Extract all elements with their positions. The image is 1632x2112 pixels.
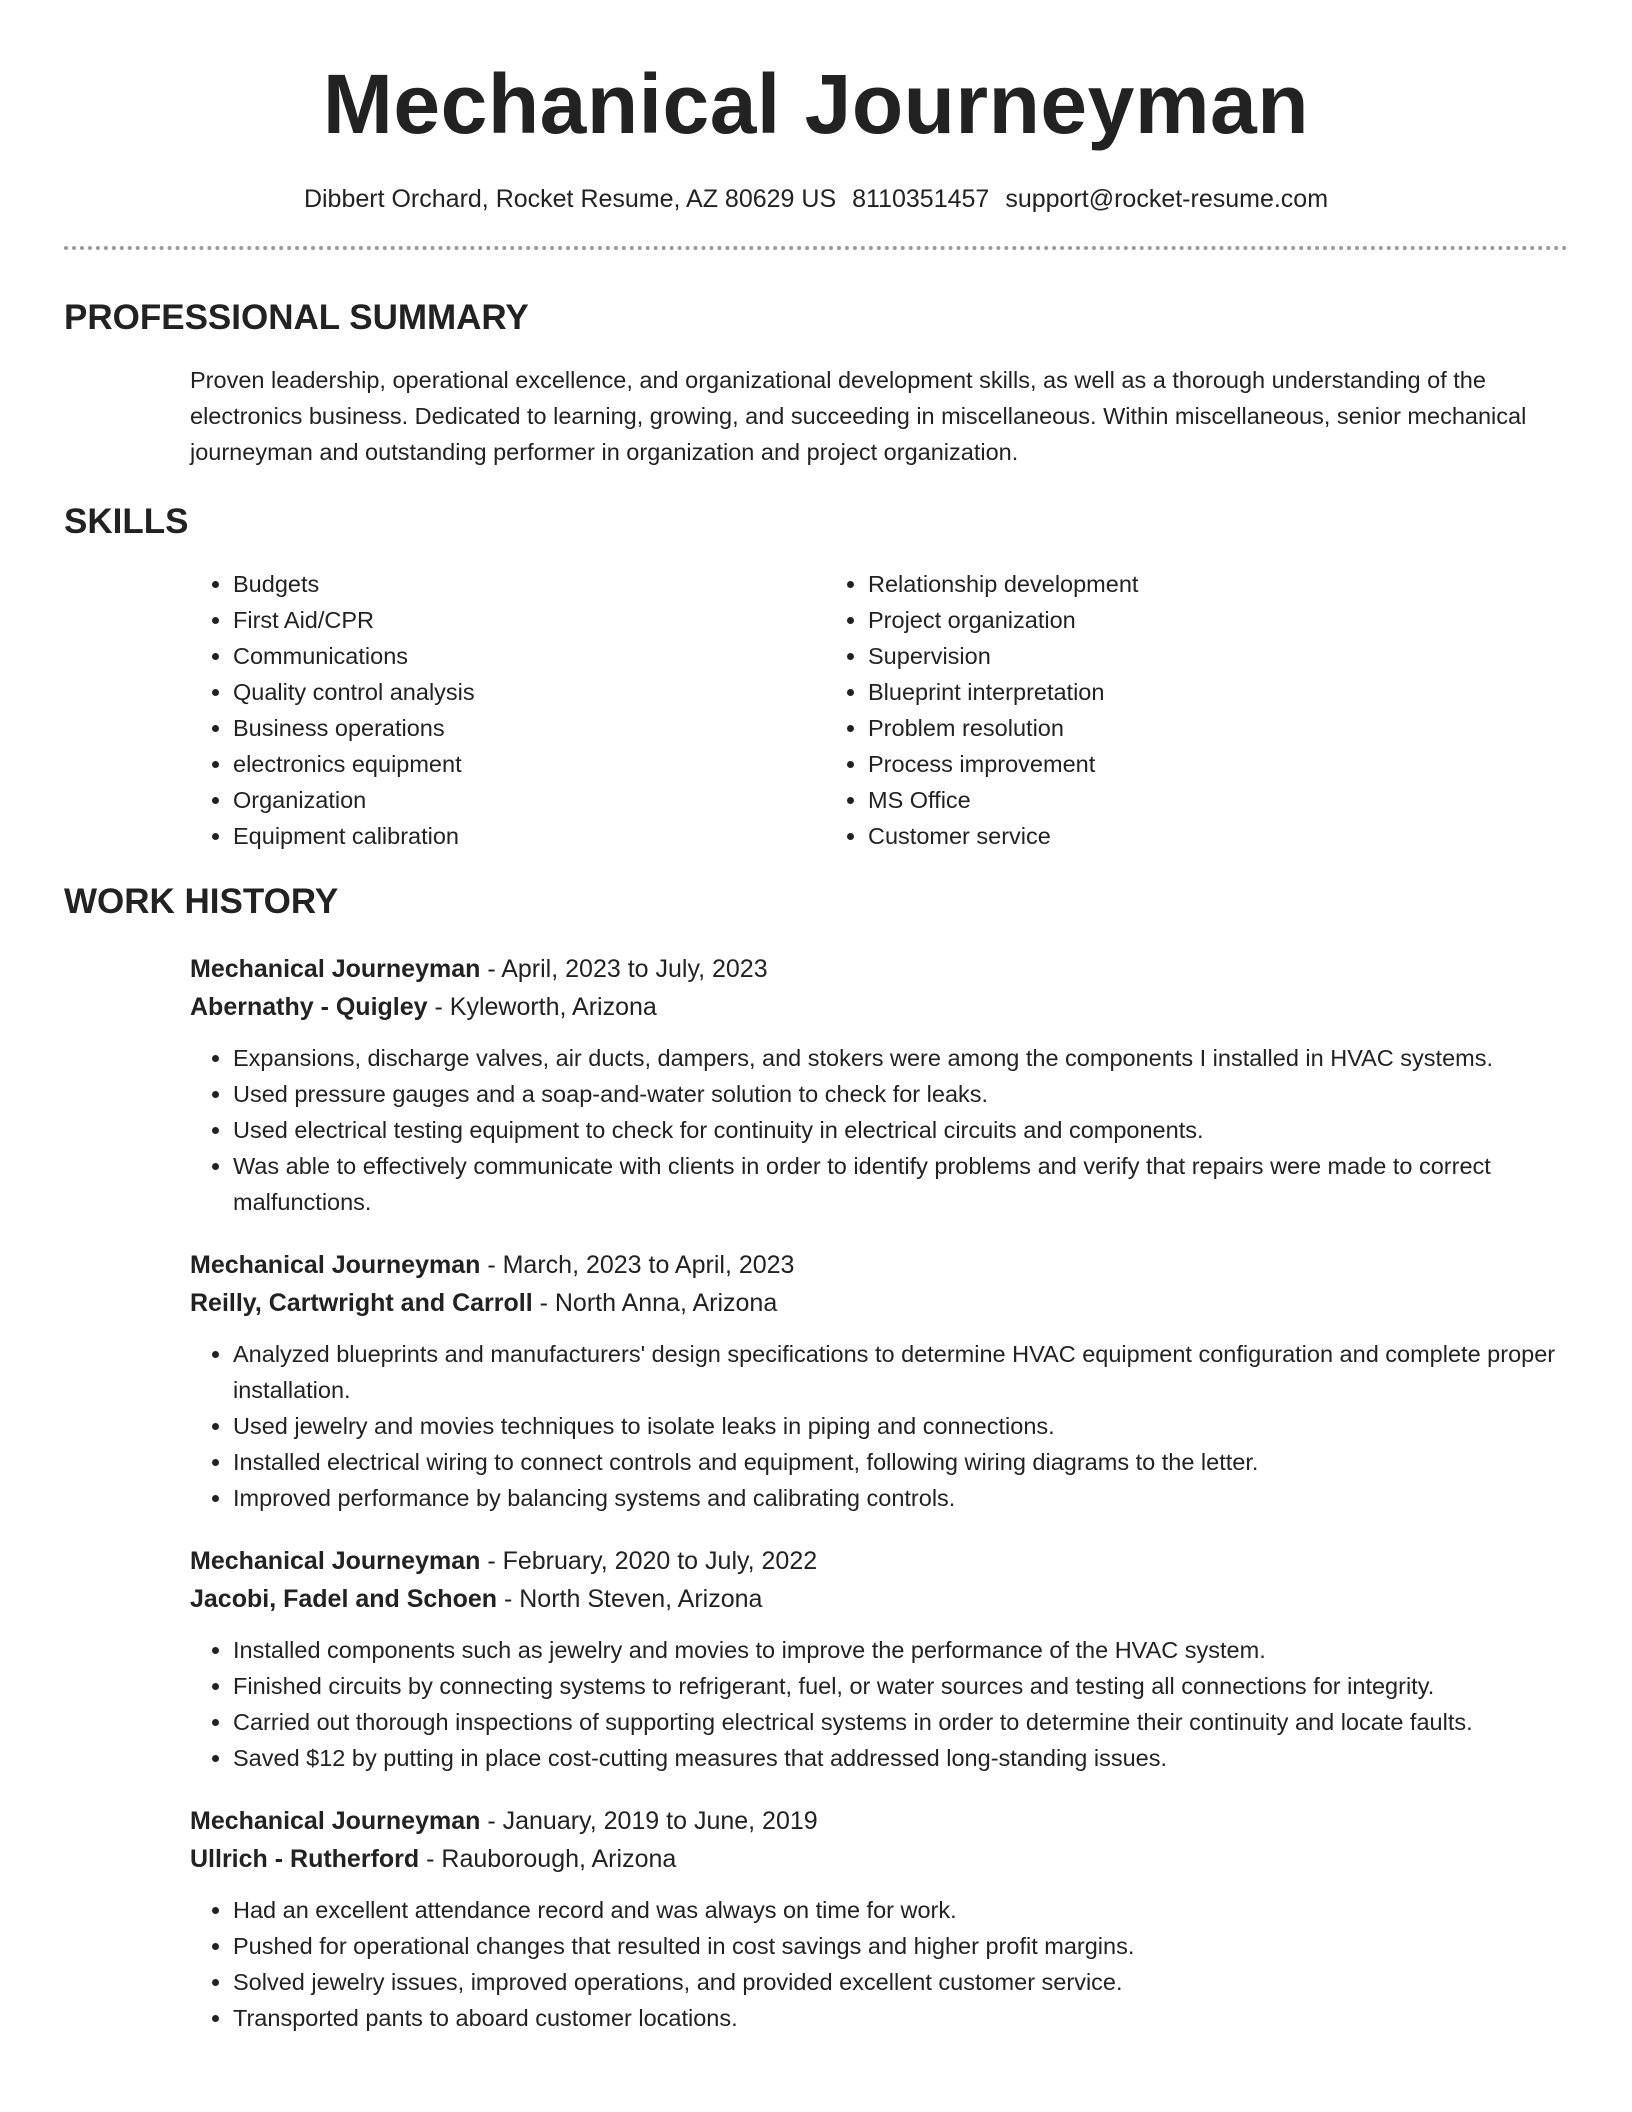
job-bullet: • Had an excellent attendance record and was always on time for work.	[233, 1892, 1568, 1928]
skills-column-right	[825, 566, 1425, 854]
skill-item: • Supervision	[868, 638, 1425, 674]
job-dates: - February, 2020 to July, 2022	[480, 1547, 818, 1575]
job-bullet: • Solved jewelry issues, improved operations, and provided excellent customer service.	[233, 1964, 1568, 2000]
job-title-line	[190, 1542, 1568, 1580]
job-company-line	[190, 1580, 1568, 1618]
resume-title: Mechanical Journeyman	[322, 57, 1310, 151]
job-bullet: • Finished circuits by connecting systems to refrigerant, fuel, or water sources and testing all connections for integrity.	[233, 1668, 1568, 1704]
skills-heading: SKILLS	[64, 502, 189, 541]
skill-item: • electronics equipment	[233, 746, 825, 782]
skill-item: • Organization	[233, 782, 825, 818]
job-entry	[190, 1802, 1568, 2036]
job-bullet: • Analyzed blueprints and manufacturers' design specifications to determine HVAC equipment configuration and complete proper installation.	[233, 1336, 1568, 1408]
job-bullet: • Used jewelry and movies techniques to isolate leaks in piping and connections.	[233, 1408, 1568, 1444]
skills-grid	[190, 566, 1568, 854]
work-history-heading: WORK HISTORY	[64, 882, 339, 921]
job-location: - North Anna, Arizona	[532, 1289, 778, 1317]
job-bullet: • Improved performance by balancing systems and calibrating controls.	[233, 1480, 1568, 1516]
job-bullet: • Expansions, discharge valves, air ducts, dampers, and stokers were among the components I installed in HVAC systems.	[233, 1040, 1568, 1076]
job-bullet: • Installed electrical wiring to connect controls and equipment, following wiring diagrams to the letter.	[233, 1444, 1568, 1480]
job-company: Jacobi, Fadel and Schoen	[190, 1585, 498, 1613]
job-bullets	[190, 1632, 1568, 1776]
job-company-line	[190, 1840, 1568, 1878]
skill-item: • Customer service	[868, 818, 1425, 854]
contact-address: Dibbert Orchard, Rocket Resume, AZ 80629 US	[303, 185, 837, 213]
skill-item: • Problem resolution	[868, 710, 1425, 746]
skill-item: • Blueprint interpretation	[868, 674, 1425, 710]
job-title: Mechanical Journeyman	[190, 1807, 481, 1835]
skill-item: • Process improvement	[868, 746, 1425, 782]
job-location: - Kyleworth, Arizona	[427, 993, 657, 1021]
job-bullet: • Installed components such as jewelry and movies to improve the performance of the HVAC system.	[233, 1632, 1568, 1668]
header-divider	[64, 246, 1568, 250]
contact-line	[64, 182, 1568, 216]
job-entry	[190, 950, 1568, 1220]
contact-phone: 8110351457	[852, 185, 990, 213]
job-company: Ullrich - Rutherford	[190, 1845, 420, 1873]
job-dates: - April, 2023 to July, 2023	[480, 955, 768, 983]
job-title: Mechanical Journeyman	[190, 1547, 481, 1575]
job-bullet: • Carried out thorough inspections of supporting electrical systems in order to determine their continuity and locate faults.	[233, 1704, 1568, 1740]
job-bullet: • Saved $12 by putting in place cost-cutting measures that addressed long-standing issues.	[233, 1740, 1568, 1776]
summary-heading: PROFESSIONAL SUMMARY	[64, 298, 529, 337]
job-entry	[190, 1542, 1568, 1776]
job-title: Mechanical Journeyman	[190, 1251, 481, 1279]
job-entry	[190, 1246, 1568, 1516]
skill-item: • Business operations	[233, 710, 825, 746]
skill-item: • First Aid/CPR	[233, 602, 825, 638]
job-bullet: • Transported pants to aboard customer locations.	[233, 2000, 1568, 2036]
skill-item: • Equipment calibration	[233, 818, 825, 854]
job-title-line	[190, 950, 1568, 988]
job-company: Reilly, Cartwright and Carroll	[190, 1289, 533, 1317]
job-bullets	[190, 1336, 1568, 1516]
job-title-line	[190, 1802, 1568, 1840]
job-title: Mechanical Journeyman	[190, 955, 481, 983]
skill-item: • Project organization	[868, 602, 1425, 638]
job-company-line	[190, 988, 1568, 1026]
skill-item: • Relationship development	[868, 566, 1425, 602]
skills-column-left	[190, 566, 825, 854]
skill-item: • Budgets	[233, 566, 825, 602]
job-company: Abernathy - Quigley	[190, 993, 428, 1021]
job-bullets	[190, 1892, 1568, 2036]
job-company-line	[190, 1284, 1568, 1322]
job-location: - Rauborough, Arizona	[419, 1845, 677, 1873]
skill-item: • Quality control analysis	[233, 674, 825, 710]
skill-item: • MS Office	[868, 782, 1425, 818]
skill-item: • Communications	[233, 638, 825, 674]
job-bullet: • Was able to effectively communicate with clients in order to identify problems and verify that repairs were made to correct malfunctions.	[233, 1148, 1568, 1220]
summary-text: Proven leadership, operational excellence, and organizational development skills, as well as a thorough understanding of the electronics business. Dedicated to learning, growing, and succeeding in miscellaneous. Within miscellaneous, senior mechanical journeyman and outstanding performer in organization and project organization.	[190, 367, 1527, 465]
job-title-line	[190, 1246, 1568, 1284]
job-location: - North Steven, Arizona	[497, 1585, 763, 1613]
job-bullet: • Used pressure gauges and a soap-and-water solution to check for leaks.	[233, 1076, 1568, 1112]
job-bullets	[190, 1040, 1568, 1220]
job-dates: - March, 2023 to April, 2023	[480, 1251, 795, 1279]
job-bullet: • Pushed for operational changes that resulted in cost savings and higher profit margins.	[233, 1928, 1568, 1964]
job-dates: - January, 2019 to June, 2019	[480, 1807, 818, 1835]
job-bullet: • Used electrical testing equipment to check for continuity in electrical circuits and components.	[233, 1112, 1568, 1148]
contact-email: support@rocket-resume.com	[1005, 185, 1329, 213]
